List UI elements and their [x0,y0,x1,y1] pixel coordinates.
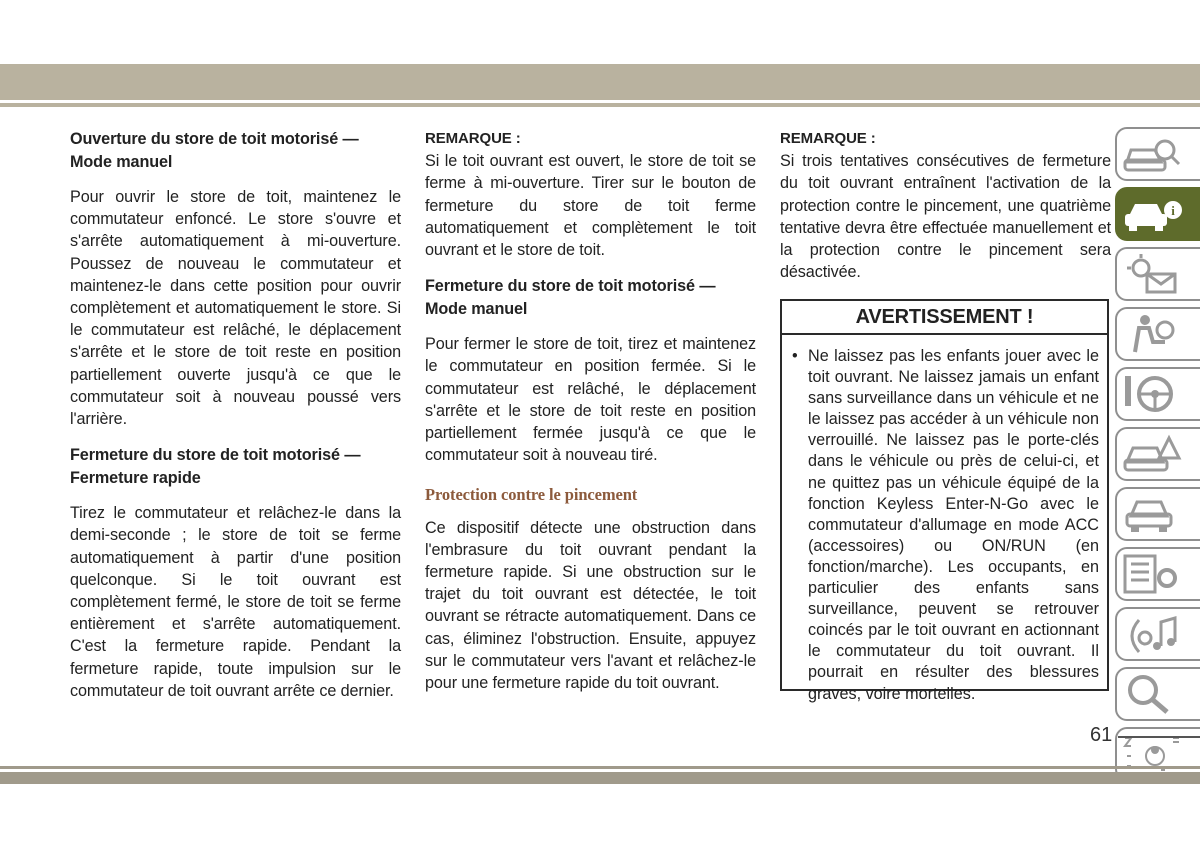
car-service-icon [1121,492,1185,536]
car-info-icon [1121,192,1185,236]
tab-safety[interactable] [1113,306,1200,362]
chapter-tabs [1113,126,1200,786]
car-search-icon [1121,132,1185,176]
column-middle [425,128,756,704]
heading-manual-close: Fermeture du store de toit motorisé — Mode manuel [425,277,716,319]
tab-search[interactable] [1113,666,1200,722]
footer-band [0,772,1200,784]
settings-list-icon [1121,552,1185,596]
section-title-pinch: Protection contre le pincement [425,485,638,505]
tab-car-search[interactable] [1113,126,1200,182]
paragraph-pinch: Ce dispositif détecte une obstruction dans l'embrasure du toit ouvrant pendant la fermeture rapide. Si une obstruction sur le trajet du toit ouvrant est détectée, le toit ouvrant se rétracte automatiquement. Dans ce cas, éliminez l'obstruction. Ensuite, appuyez sur le commutateur vers l'avant et relâchez-le pour une fermeture rapide du toit ouvrant. [425,518,756,693]
paragraph-quick-close: Tirez le commutateur et relâchez-le dans la demi-seconde ; le store de toit se ferme automatiquement à partir d'une position quelconque. Si le toit ouvrant est complètement fermé, le store de toit se ferme entièrement et s'arrête automatiquement. C'est la fermeture rapide. Pendant la fermeture rapide, toute impulsion sur le commutateur de toit ouvrant arrête ce dernier. [70,504,401,700]
index-letters-icon [1121,732,1185,776]
note-text: Si le toit ouvrant est ouvert, le store de toit se ferme à mi-ouverture. Tirer sur le bouton de fermeture du store de toit ferme automatiquement et complètement le toit ouvrant et le store de toit. [425,152,756,260]
page-number: 61 [1090,724,1113,746]
footer-rule [0,766,1200,769]
page-number-rule [1118,736,1200,738]
warning-box [780,299,1109,703]
search-icon [1121,672,1185,716]
heading-manual-open: Ouverture du store de toit motorisé — Mode manuel [70,130,359,171]
warning-title: AVERTISSEMENT ! [782,301,1107,335]
svg-text:i: i [1171,203,1175,218]
multimedia-icon [1121,612,1185,656]
note-label: REMARQUE : [780,130,876,147]
tab-service[interactable] [1113,486,1200,542]
tab-car-info[interactable] [1113,186,1200,242]
heading-quick-close: Fermeture du store de toit motorisé — Fermeture rapide [70,446,361,488]
tab-multimedia[interactable] [1113,606,1200,662]
tab-driving[interactable] [1113,366,1200,422]
tab-emergency[interactable] [1113,426,1200,482]
tab-specs[interactable] [1113,546,1200,602]
column-left [70,128,401,712]
warning-text: Ne laissez pas les enfants jouer avec le toit ouvrant. Ne laissez jamais un enfant sans surveillance dans un véhicule et ne le laissez pas accéder à un véhicule non verrouillé. Ne laissez pas le porte-clés dans le véhicule ou près de celui-ci, et ne quittez pas un véhicule équipé de la fonction Keyless Enter-N-Go avec le commutateur d'allumage en mode ACC (accessoires) ou ON/RUN (en fonction/marche). Les occupants, en particulier des enfants sans surveillance, peuvent se retrouver coincés par le toit ouvrant en actionnant le commutateur du toit ouvrant. Il pourrait en résulter des blessures graves, voire mortelles. [808,347,1099,703]
paragraph-manual-open: Pour ouvrir le store de toit, maintenez le commutateur enfoncé. Le store s'ouvre et s'arrête automatiquement à mi-ouverture. Poussez de nouveau le commutateur et maintenez-le dans cette position pour ouvrir complètement et automatiquement le store. Si le commutateur est relâché, le déplacement s'arrête et le store de toit reste en position partiellement ouverte jusqu'à ce que le commutateur soit à nouveau poussé vers l'arrière. [70,188,401,429]
note-text: Si trois tentatives consécutives de fermeture du toit ouvrant entraînent l'activation de la protection contre le pincement, une quatrième tentative devra être effectuée manuellement et la protection contre le pincement sera désactivée. [780,152,1111,282]
header-band [0,64,1200,100]
column-right [780,128,1111,293]
warning-light-message-icon [1121,252,1185,296]
tab-warning-lights[interactable] [1113,246,1200,302]
car-emergency-icon [1121,432,1185,476]
header-rule [0,103,1200,107]
note-label: REMARQUE : [425,130,521,147]
bullet: • [792,347,798,365]
paragraph-manual-close: Pour fermer le store de toit, tirez et maintenez le commutateur en position fermée. Si le commutateur est relâché, le déplacement s'arrête et le store de toit reste en position partiellement fermée jusqu'à ce que le commutateur soit à nouveau tiré. [425,335,756,465]
airbag-seat-icon [1121,312,1185,356]
steering-wheel-icon [1121,372,1185,416]
